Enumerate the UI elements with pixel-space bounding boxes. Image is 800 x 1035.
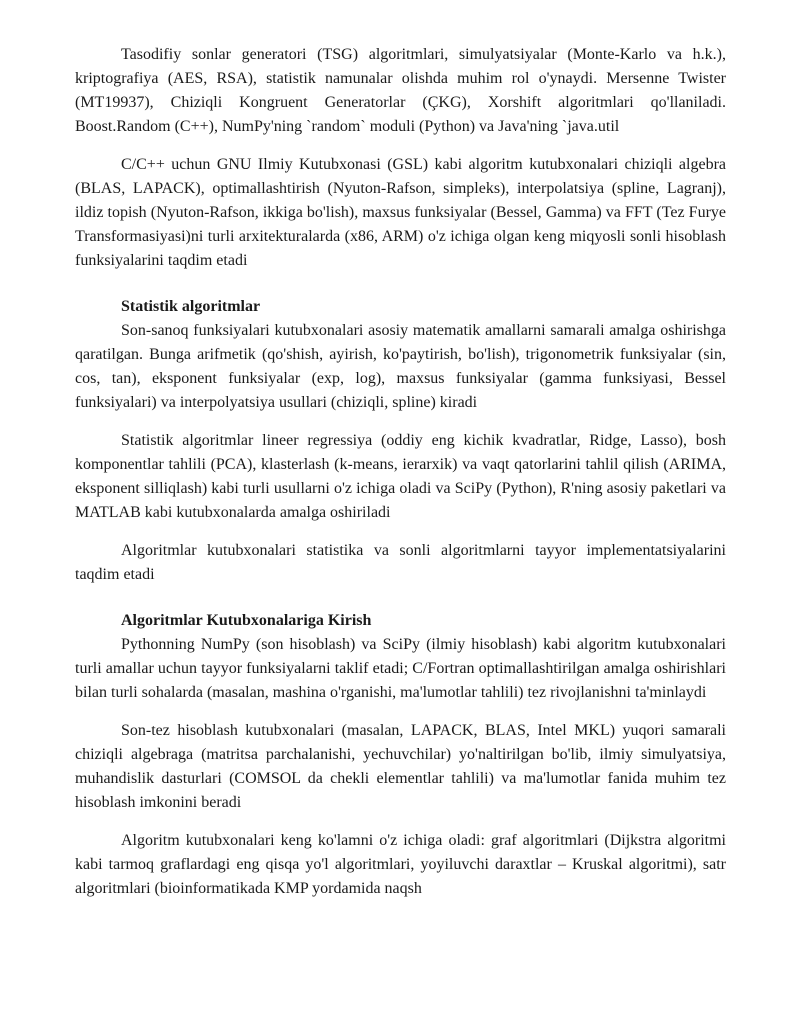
paragraph-algorithm-scope: Algoritm kutubxonalari keng ko'lamni o'z ichiga oladi: graf algoritmlari (Dijkstra algoritmi kabi tarmoq graflardagi eng qisqa yo'l algoritmlari, yoyiluvchi daraxtlar – Kruskal algoritmi), satr algoritmlari (bioinformatikada KMP yordamida naqsh <box>75 832 726 897</box>
paragraph-numpy-scipy: Pythonning NumPy (son hisoblash) va SciPy (ilmiy hisoblash) kabi algoritm kutubxonalari turli amallar uchun tayyor funksiyalarni taklif etadi; C/Fortran optimallashtirilgan amalga oshirishlari bilan turli sohalarda (masalan, mashina o'rganishi, ma'lumotlar tahlili) tez rivojlanishni ta'minlaydi <box>75 636 726 701</box>
document-page <box>75 43 726 901</box>
paragraph-numeric-functions: Son-sanoq funksiyalari kutubxonalari asosiy matematik amallarni samarali amalga oshirishga qaratilgan. Bunga arifmetik (qo'shish, ayirish, ko'paytirish, bo'lish), trigonometrik funksiyalar (sin, cos, tan), eksponent funksiyalar (exp, log), maxsus funksiyalar (gamma funksiyasi, Bessel funksiyalari) va interpolyatsiya usullari (chiziqli, spline) kiradi <box>75 322 726 411</box>
paragraph-rng: Tasodifiy sonlar generatori (TSG) algoritmlari, simulyatsiyalar (Monte-Karlo va h.k.), kriptografiya (AES, RSA), statistik namunalar olishda muhim rol o'ynaydi. Mersenne Twister (MT19937), Chiziqli Kongruent Generatorlar (ÇKG), Xorshift algoritmlari qo'llaniladi. Boost.Random (C++), NumPy'ning `random` moduli (Python) va Java'ning `java.util <box>75 46 726 135</box>
paragraph-fast-computing: Son-tez hisoblash kutubxonalari (masalan, LAPACK, BLAS, Intel MKL) yuqori samarali chiziqli algebraga (matritsa parchalanishi, yechuvchilar) yo'naltirilgan bo'lib, ilmiy simulyatsiya, muhandislik dasturlari (COMSOL da chekli elementlar tahlili) va ma'lumotlar fanida muhim tez hisoblash imkonini beradi <box>75 722 726 811</box>
heading-statistical-algorithms: Statistik algoritmlar <box>121 298 261 315</box>
paragraph-statistical-methods: Statistik algoritmlar lineer regressiya (oddiy eng kichik kvadratlar, Ridge, Lasso), bosh komponentlar tahlili (PCA), klasterlash (k-means, ierarxik) va vaqt qatorlarini tahlil qilish (ARIMA, eksponent silliqlash) kabi turli usullarni o'z ichiga oladi va SciPy (Python), R'ning asosiy paketlari va MATLAB kabi kutubxonalarda amalga oshiriladi <box>75 432 726 521</box>
paragraph-gsl: C/C++ uchun GNU Ilmiy Kutubxonasi (GSL) kabi algoritm kutubxonalari chiziqli algebra (BLAS, LAPACK), optimallashtirish (Nyuton-Rafson, simpleks), interpolatsiya (spline, Lagranj), ildiz topish (Nyuton-Rafson, ikkiga bo'lish), maxsus funksiyalar (Bessel, Gamma) va FFT (Tez Furye Transformasiyasi)ni turli arxitekturalarda (x86, ARM) o'z ichiga olgan keng miqyosli sonli hisoblash funksiyalarini taqdim etadi <box>75 156 726 269</box>
paragraph-library-summary: Algoritmlar kutubxonalari statistika va sonli algoritmlarni tayyor implementatsiyalarini taqdim etadi <box>75 542 726 583</box>
heading-intro-libraries: Algoritmlar Kutubxonalariga Kirish <box>121 612 372 629</box>
